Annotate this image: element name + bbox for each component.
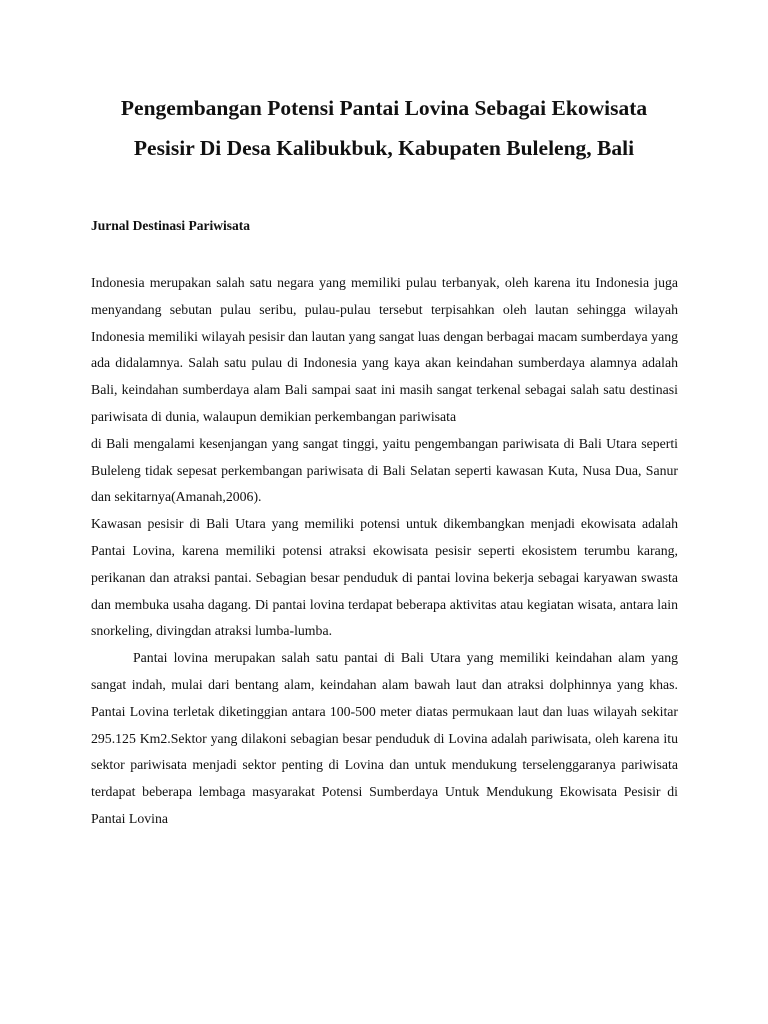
document-title (60, 88, 708, 168)
journal-name: Jurnal Destinasi Pariwisata (91, 218, 251, 233)
body-paragraph-3: Kawasan pesisir di Bali Utara yang memiliki potensi untuk dikembangkan menjadi ekowisata adalah Pantai Lovina, karena memiliki potensi atraksi ekowisata pesisir seperti ekosistem terumbu karang, perikanan dan atraksi pantai. Sebagian besar penduduk di pantai lovina bekerja sebagai karyawan swasta dan membuka usaha dagang. Di pantai lovina terdapat beberapa aktivitas atau kegiatan wisata, antara lain snorkeling, divingdan atraksi lumba-lumba. (91, 516, 678, 639)
body-paragraph-2: di Bali mengalami kesenjangan yang sangat tinggi, yaitu pengembangan pariwisata di Bali Utara seperti Buleleng tidak sepesat perkembangan pariwisata di Bali Selatan seperti kawasan Kuta, Nusa Dua, Sanur dan sekitarnya(Amanah,2006). (91, 435, 678, 505)
document-title-line-1: Pengembangan Potensi Pantai Lovina Sebagai Ekowisata (120, 96, 648, 120)
document-body (91, 270, 678, 833)
body-paragraph-1: Indonesia merupakan salah satu negara yang memiliki pulau terbanyak, oleh karena itu Indonesia juga menyandang sebutan pulau seribu, pulau-pulau tersebut terpisahkan oleh lautan sehingga wilayah Indonesia memiliki wilayah pesisir dan lautan yang sangat luas dengan berbagai macam sumberdaya yang ada didalamnya. Salah satu pulau di Indonesia yang kaya akan keindahan sumberdaya alamnya adalah Bali, keindahan sumberdaya alam Bali sampai saat ini masih sangat terkenal sebagai salah satu destinasi pariwisata di dunia, walaupun demikian perkembangan pariwisata (91, 275, 678, 424)
document-title-line-2: Pesisir Di Desa Kalibukbuk, Kabupaten Buleleng, Bali (133, 136, 635, 160)
body-paragraph-4: Pantai lovina merupakan salah satu pantai di Bali Utara yang memiliki keindahan alam yang sangat indah, mulai dari bentang alam, keindahan alam bawah laut dan atraksi dolphinnya yang khas. Pantai Lovina terletak diketinggian antara 100-500 meter diatas permukaan laut dan luas wilayah sekitar 295.125 Km2.Sektor yang dilakoni sebagian besar penduduk di Lovina adalah pariwisata, oleh karena itu sektor pariwisata menjadi sektor penting di Lovina dan untuk mendukung terselenggaranya pariwisata terdapat beberapa lembaga masyarakat Potensi Sumberdaya Untuk Mendukung Ekowisata Pesisir di Pantai Lovina (91, 650, 678, 826)
